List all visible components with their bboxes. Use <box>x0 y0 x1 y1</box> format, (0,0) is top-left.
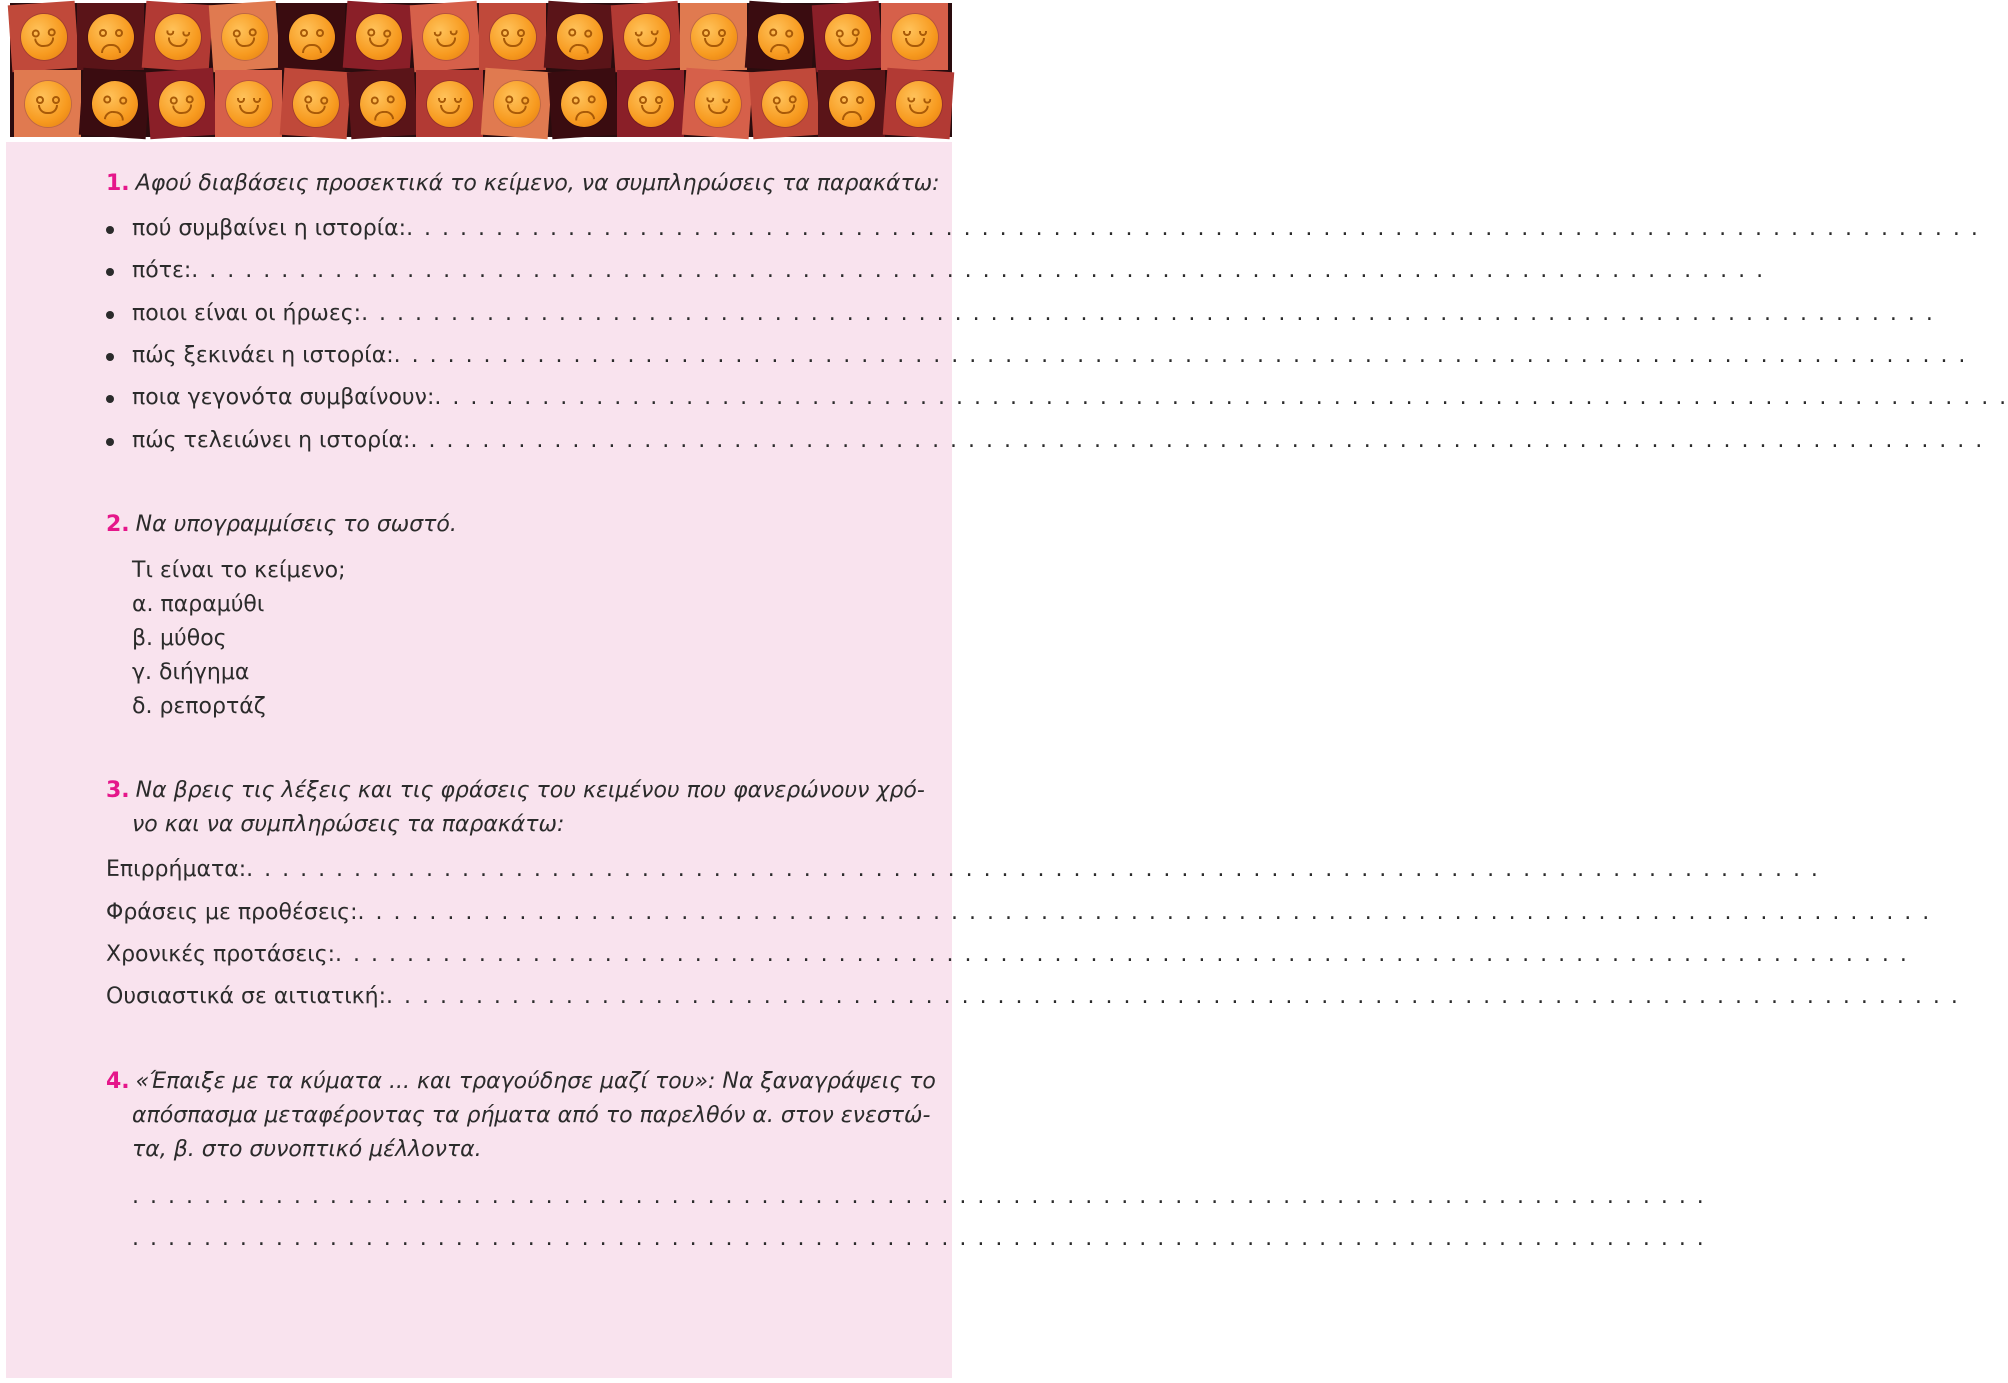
fill-in-dots: . . . . . . . . . . . . . . . . . . . . . . . . . . . . . . . . . . . . . . . . . . . . . . . . . . . . . . . . . . . . . . . . . . . . . . . . . . . . . . . . . . . . . . . . <box>434 385 2008 410</box>
fill-in-label: Χρονικές προτάσεις: <box>106 942 336 967</box>
question-2-number: 2. <box>106 512 130 537</box>
smiley-tile <box>745 1 817 73</box>
smiley-tile <box>142 1 214 73</box>
question-3-title-line-1: Να βρεις τις λέξεις και τις φράσεις του κειμένου που φανερώνουν χρό- <box>135 778 925 803</box>
smiley-tile <box>617 70 684 137</box>
fill-in-dots: . . . . . . . . . . . . . . . . . . . . . . . . . . . . . . . . . . . . . . . . . . . . . . . . . . . . . . . . . . . . . . . . . . . . . . . . . . . . . . . . . . . . . . . . <box>246 857 1820 882</box>
question-4-title-line-1: «Έπαιξε με τα κύματα ... και τραγούδησε μαζί του»: Να ξαναγράψεις το <box>135 1069 936 1094</box>
fill-in-label: πότε: <box>132 258 192 283</box>
smiley-face-icon <box>829 81 875 127</box>
question-4-title-line-2: απόσπασμα μεταφέροντας τα ρήματα από το παρελθόν α. στον ενεστώ- <box>132 1103 931 1128</box>
fill-in-dots: . . . . . . . . . . . . . . . . . . . . . . . . . . . . . . . . . . . . . . . . . . . . . . . . . . . . . . . . . . . . . . . . . . . . . . . . . . . . . . . . . . . . . . . . <box>393 343 1968 368</box>
fill-in-dots: . . . . . . . . . . . . . . . . . . . . . . . . . . . . . . . . . . . . . . . . . . . . . . . . . . . . . . . . . . . . . . . . . . . . . . . . . . . . . . . . . . . . . . . . <box>410 428 1985 453</box>
smiley-face-icon <box>220 12 269 61</box>
smiley-face-icon <box>19 12 68 61</box>
fill-in-row[interactable] <box>106 938 1909 972</box>
smiley-tile <box>611 1 683 73</box>
option-a[interactable]: α. παραμύθι <box>132 592 265 617</box>
bullet-icon <box>106 353 114 361</box>
smiley-face-icon <box>25 81 71 127</box>
fill-in-row[interactable] <box>132 424 1985 458</box>
fill-in-dots: . . . . . . . . . . . . . . . . . . . . . . . . . . . . . . . . . . . . . . . . . . . . . . . . . . . . . . . . . . . . . . . . . . . . . . . . . . . . . . . . . . . . . . . . <box>361 301 1935 326</box>
smiley-face-icon <box>492 79 541 128</box>
answer-line-1-dots: . . . . . . . . . . . . . . . . . . . . . . . . . . . . . . . . . . . . . . . . . . . . . . . . . . . . . . . . . . . . . . . . . . . . . . . . . . . . . . . . . . . . . . . . <box>132 1184 1706 1209</box>
option-c[interactable]: γ. διήγημα <box>132 660 250 685</box>
question-3-title-line-2: νο και να συμπληρώσεις τα παρακάτω: <box>132 812 565 837</box>
question-4-number: 4. <box>106 1069 130 1094</box>
smiley-face-icon <box>691 14 737 60</box>
fill-in-row[interactable] <box>132 212 1980 246</box>
smiley-face-icon <box>490 14 536 60</box>
smiley-tile <box>278 3 345 70</box>
smiley-tile <box>410 1 482 73</box>
smiley-face-icon <box>693 79 742 128</box>
fill-in-row[interactable] <box>132 254 1766 288</box>
smiley-tile <box>680 3 747 70</box>
smiley-tile <box>280 68 352 140</box>
smiley-face-icon <box>358 79 407 128</box>
option-b[interactable]: β. μύθος <box>132 626 227 651</box>
fill-in-row[interactable] <box>106 896 1932 930</box>
answer-line-2-dots: . . . . . . . . . . . . . . . . . . . . . . . . . . . . . . . . . . . . . . . . . . . . . . . . . . . . . . . . . . . . . . . . . . . . . . . . . . . . . . . . . . . . . . . . <box>132 1226 1706 1251</box>
bullet-icon <box>106 438 114 446</box>
smiley-tile <box>749 68 821 140</box>
smiley-face-icon <box>559 79 608 128</box>
smiley-tile <box>8 1 80 73</box>
option-d[interactable]: δ. ρεπορτάζ <box>132 694 266 719</box>
smiley-tile <box>812 1 884 73</box>
question-1-heading <box>106 167 940 201</box>
smiley-tile <box>479 3 546 70</box>
smiley-tile <box>548 68 620 140</box>
smiley-face-icon <box>153 12 202 61</box>
smiley-tile <box>481 68 553 140</box>
question-4-title-line-3: τα, β. στο συνοπτικό μέλλοντα. <box>132 1137 482 1162</box>
fill-in-dots: . . . . . . . . . . . . . . . . . . . . . . . . . . . . . . . . . . . . . . . . . . . . . . . . . . . . . . . . . . . . . . . . . . . . . . . . . . . . . . . . . . . . . . . . <box>357 900 1932 925</box>
smiley-face-icon <box>427 81 473 127</box>
smiley-face-icon <box>226 81 272 127</box>
smiley-face-icon <box>622 12 671 61</box>
smiley-tile <box>79 68 151 140</box>
answer-line-1[interactable] <box>132 1180 1706 1214</box>
question-2-title: Να υπογραμμίσεις το σωστό. <box>135 512 457 537</box>
fill-in-label: πού συμβαίνει η ιστορία: <box>132 216 407 241</box>
fill-in-row[interactable] <box>106 980 1960 1014</box>
smiley-tile <box>544 1 616 73</box>
smiley-face-icon <box>157 79 206 128</box>
fill-in-label: πώς τελειώνει η ιστορία: <box>132 428 411 453</box>
smiley-face-icon <box>892 14 938 60</box>
bullet-icon <box>106 395 114 403</box>
smiley-face-icon <box>894 79 943 128</box>
smiley-tile <box>883 68 955 140</box>
fill-in-row[interactable] <box>106 853 1820 887</box>
bullet-icon <box>106 268 114 276</box>
question-2-prompt: Τι είναι το κείμενο; <box>132 558 346 583</box>
fill-in-dots: . . . . . . . . . . . . . . . . . . . . . . . . . . . . . . . . . . . . . . . . . . . . . . . . . . . . . . . . . . . . . . . . . . . . . . . . . . . . . . . . . . . . . . . . <box>191 258 1766 283</box>
smiley-tile <box>14 70 81 137</box>
smiley-tile <box>343 1 415 73</box>
smiley-face-icon <box>756 12 805 61</box>
smiley-tile <box>146 68 218 140</box>
smiley-tile <box>416 70 483 137</box>
bullet-icon <box>106 311 114 319</box>
fill-in-label: Επιρρήματα: <box>106 857 247 882</box>
fill-in-dots: . . . . . . . . . . . . . . . . . . . . . . . . . . . . . . . . . . . . . . . . . . . . . . . . . . . . . . . . . . . . . . . . . . . . . . . . . . . . . . . . . . . . . . . . <box>386 984 1960 1009</box>
fill-in-dots: . . . . . . . . . . . . . . . . . . . . . . . . . . . . . . . . . . . . . . . . . . . . . . . . . . . . . . . . . . . . . . . . . . . . . . . . . . . . . . . . . . . . . . . . <box>406 216 1980 241</box>
smiley-tile <box>77 3 144 70</box>
smiley-face-icon <box>90 79 139 128</box>
fill-in-label: ποιοι είναι οι ήρωες: <box>132 301 362 326</box>
smiley-face-icon <box>823 12 872 61</box>
smiley-face-icon <box>555 12 604 61</box>
question-3-heading <box>106 774 925 808</box>
smiley-face-icon <box>289 14 335 60</box>
smiley-tile <box>881 3 948 70</box>
fill-in-dots: . . . . . . . . . . . . . . . . . . . . . . . . . . . . . . . . . . . . . . . . . . . . . . . . . . . . . . . . . . . . . . . . . . . . . . . . . . . . . . . . . . . . . . . . <box>335 942 1909 967</box>
fill-in-label: Φράσεις με προθέσεις: <box>106 900 358 925</box>
answer-line-2[interactable] <box>132 1222 1706 1256</box>
smiley-tile <box>215 70 282 137</box>
bullet-icon <box>106 226 114 234</box>
smiley-tile <box>818 70 885 137</box>
fill-in-label: Ουσιαστικά σε αιτιατική: <box>106 984 387 1009</box>
smiley-tile <box>682 68 754 140</box>
smiley-face-icon <box>88 14 134 60</box>
fill-in-label: ποια γεγονότα συμβαίνουν: <box>132 385 435 410</box>
fill-in-row[interactable] <box>132 297 1935 331</box>
smiley-banner <box>10 3 952 137</box>
smiley-face-icon <box>628 81 674 127</box>
smiley-tile <box>347 68 419 140</box>
smiley-face-icon <box>354 12 403 61</box>
question-1-title: Αφού διαβάσεις προσεκτικά το κείμενο, να συμπληρώσεις τα παρακάτω: <box>135 171 940 196</box>
smiley-face-icon <box>421 12 470 61</box>
smiley-face-icon <box>760 79 809 128</box>
question-4-heading <box>106 1065 936 1099</box>
fill-in-row[interactable] <box>132 339 1968 373</box>
fill-in-label: πώς ξεκινάει η ιστορία: <box>132 343 394 368</box>
question-1-number: 1. <box>106 171 130 196</box>
question-3-number: 3. <box>106 778 130 803</box>
question-2-heading <box>106 508 457 542</box>
smiley-tile <box>209 1 281 73</box>
smiley-face-icon <box>291 79 340 128</box>
fill-in-row[interactable] <box>132 381 2008 415</box>
